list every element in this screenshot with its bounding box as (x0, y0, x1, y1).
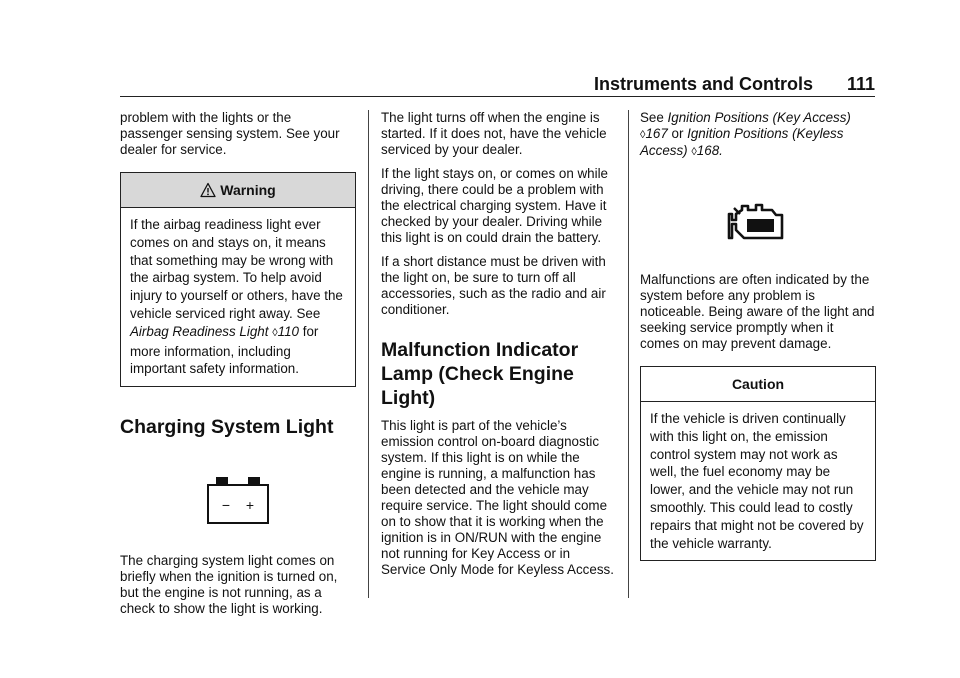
check-engine-icon (726, 200, 790, 244)
column-1 (120, 110, 356, 625)
column-divider (368, 110, 369, 598)
paragraph: The charging system light comes on briefly when the ignition is turned on, but the engine is not running, as a check to show the light is working. (120, 553, 338, 617)
xref-airbag-readiness-light[interactable]: Airbag Readiness Light ◊110 (130, 323, 299, 339)
section-heading: Charging System Light (120, 416, 334, 439)
caution-box (640, 366, 876, 561)
caution-text: If the vehicle is driven continually with this light on, the emission control system may not work as well, the fuel economy may be lower, and the vehicle may not run smoothly. This could lead to costly repairs that might not be covered by the vehicle warranty. (650, 411, 864, 551)
caution-header (641, 367, 875, 402)
warning-text: If the airbag readiness light ever comes on and stays on, it means that something may be wrong with the airbag system. To help avoid injury to yourself or others, have the vehicle serviced right away. See Airbag Readiness Light ◊110 for more information, including important safety information. (130, 217, 343, 377)
warning-box (120, 172, 356, 387)
page-header (120, 74, 875, 97)
paragraph: If the light stays on, or comes on while driving, there could be a problem with the electrical charging system. Have it checked by your dealer. Driving while this light is on could drain the battery. (381, 166, 609, 245)
page-number: 111 (846, 74, 875, 94)
battery-plus-label: + (245, 497, 255, 514)
warning-icon (200, 182, 216, 198)
column-2 (381, 110, 617, 586)
paragraph: See Ignition Positions (Key Access) ◊167 or Ignition Positions (Keyless Access) ◊168. (640, 110, 851, 158)
battery-icon (206, 477, 270, 525)
column-3 (640, 110, 876, 575)
paragraph: If a short distance must be driven with the light on, be sure to turn off all accessories, such as the radio and air conditioner. (381, 254, 606, 317)
warning-title: Warning (220, 182, 276, 198)
paragraph: This light is part of the vehicle’s emission control on-board diagnostic system. If this light is on while the engine is running, a malfunction has been detected and the vehicle may require service. The light should come on to show that it is working when the ignition is in ON/RUN with the engine not running for Key Access or in Service Only Mode for Keyless Access. (381, 418, 614, 577)
paragraph: Malfunctions are often indicated by the system before any problem is noticeable. Being aware of the light and seeking service promptly when it comes on may prevent damage. (640, 272, 875, 351)
battery-minus-label: − (221, 497, 231, 514)
paragraph: The light turns off when the engine is started. If it does not, have the vehicle serviced by your dealer. (381, 110, 607, 157)
warning-header (121, 173, 355, 208)
caution-title: Caution (731, 376, 785, 392)
paragraph: problem with the lights or the passenger sensing system. See your dealer for service. (120, 110, 340, 157)
section-heading: Malfunction Indicator Lamp (Check Engine Light) (381, 339, 579, 409)
xref-ignition-keyless-access[interactable]: Ignition Positions (Keyless Access) ◊168 (640, 126, 844, 158)
section-title: Instruments and Controls (593, 74, 813, 94)
column-divider (628, 110, 629, 598)
xref-ignition-key-access[interactable]: Ignition Positions (Key Access) ◊167 (640, 110, 851, 141)
